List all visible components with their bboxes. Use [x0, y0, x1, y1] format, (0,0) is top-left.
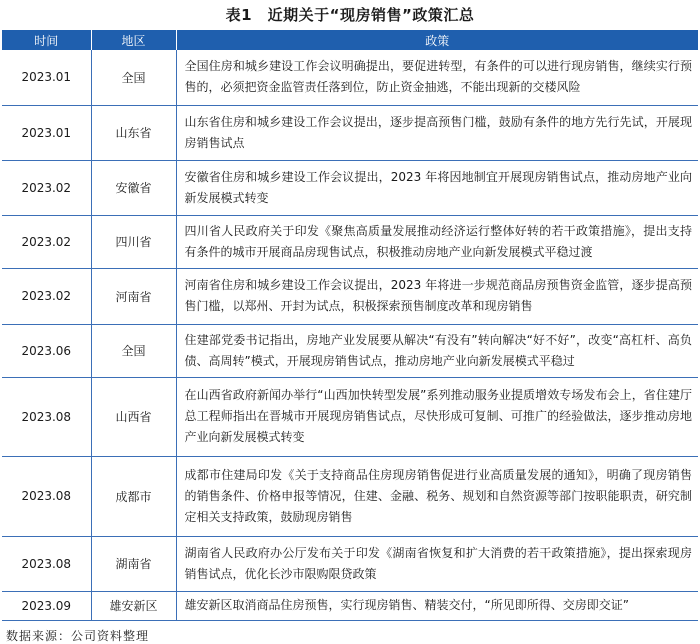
cell-region: 全国 [91, 324, 176, 377]
table-row [2, 105, 698, 160]
cell-date: 2023.08 [2, 536, 91, 591]
cell-policy: 安徽省住房和城乡建设工作会议提出，2023 年将因地制宜开展现房销售试点，推动房地产业向新发展模式转变 [176, 160, 698, 215]
cell-date: 2023.02 [2, 215, 91, 268]
table-row [2, 377, 698, 456]
cell-date: 2023.06 [2, 324, 91, 377]
table-row [2, 536, 698, 591]
table-row [2, 268, 698, 324]
cell-date: 2023.09 [2, 591, 91, 620]
data-source-note: 数据来源：公司资料整理 [6, 628, 150, 643]
cell-date: 2023.08 [2, 456, 91, 536]
cell-region: 山东省 [91, 105, 176, 160]
table-row [2, 591, 698, 620]
cell-date: 2023.02 [2, 268, 91, 324]
cell-policy: 在山西省政府新闻办举行“山西加快转型发展”系列推动服务业提质增效专场发布会上，省住建厅总工程师指出在晋城市开展现房销售试点，尽快形成可复制、可推广的经验做法，逐步推动房地产业向新发展模式转变 [176, 377, 698, 456]
cell-policy: 住建部党委书记指出，房地产业发展要从解决“有没有”转向解决“好不好”，改变“高杠杆、高负债、高周转”模式，开展现房销售试点，推动房地产业向新发展模式平稳过 [176, 324, 698, 377]
cell-date: 2023.01 [2, 105, 91, 160]
header-policy: 政策 [176, 30, 698, 50]
cell-region: 全国 [91, 50, 176, 105]
table-header [2, 30, 698, 50]
cell-region: 安徽省 [91, 160, 176, 215]
cell-policy: 河南省住房和城乡建设工作会议提出，2023 年将进一步规范商品房预售资金监管，逐步提高预售门槛，以郑州、开封为试点，积极探索预售制度改革和现房销售 [176, 268, 698, 324]
policy-table [2, 30, 698, 621]
cell-date: 2023.02 [2, 160, 91, 215]
header-region: 地区 [91, 30, 176, 50]
table-row [2, 456, 698, 536]
cell-policy: 成都市住建局印发《关于支持商品住房现房销售促进行业高质量发展的通知》，明确了现房销售的销售条件、价格申报等情况，住建、金融、税务、规划和自然资源等部门按职能职责，研究制定相关支持政策，鼓励现房销售 [176, 456, 698, 536]
cell-policy: 湖南省人民政府办公厅发布关于印发《湖南省恢复和扩大消费的若干政策措施》，提出探索现房销售试点，优化长沙市限购限贷政策 [176, 536, 698, 591]
cell-policy: 雄安新区取消商品住房预售，实行现房销售、精装交付，“所见即所得、交房即交证” [176, 591, 698, 620]
cell-policy: 山东省住房和城乡建设工作会议提出，逐步提高预售门槛，鼓励有条件的地方先行先试，开展现房销售试点 [176, 105, 698, 160]
cell-region: 成都市 [91, 456, 176, 536]
cell-region: 雄安新区 [91, 591, 176, 620]
table-row [2, 324, 698, 377]
table-title: 表1 近期关于“现房销售”政策汇总 [225, 6, 475, 24]
cell-date: 2023.01 [2, 50, 91, 105]
table-row [2, 215, 698, 268]
cell-date: 2023.08 [2, 377, 91, 456]
cell-region: 河南省 [91, 268, 176, 324]
cell-policy: 四川省人民政府关于印发《聚焦高质量发展推动经济运行整体好转的若干政策措施》，提出支持有条件的城市开展商品房现售试点，积极推动房地产业向新发展模式平稳过渡 [176, 215, 698, 268]
table-row [2, 50, 698, 105]
header-date: 时间 [2, 30, 91, 50]
cell-region: 四川省 [91, 215, 176, 268]
cell-policy: 全国住房和城乡建设工作会议明确提出，要促进转型，有条件的可以进行现房销售，继续实行预售的，必须把资金监管责任落到位，防止资金抽逃，不能出现新的交楼风险 [176, 50, 698, 105]
table-row [2, 160, 698, 215]
cell-region: 湖南省 [91, 536, 176, 591]
table-body [2, 50, 698, 620]
cell-region: 山西省 [91, 377, 176, 456]
